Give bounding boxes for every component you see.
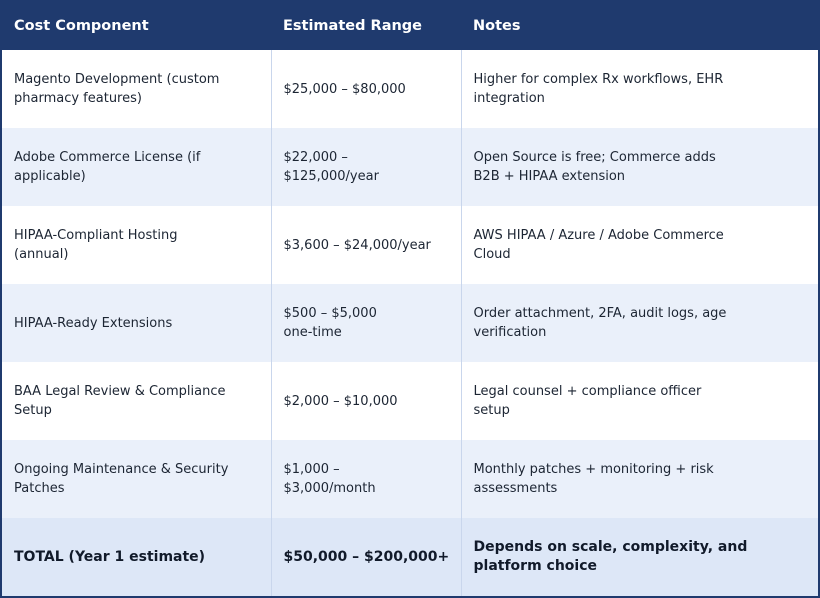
total-notes-text: Depends on scale, complexity, and platform choice xyxy=(473,539,748,574)
cell-notes xyxy=(461,284,818,362)
cell-notes xyxy=(461,50,818,128)
cell-notes xyxy=(461,362,818,440)
notes-text: Higher for complex Rx workflows, EHR integration xyxy=(473,72,724,106)
header-notes: Notes xyxy=(461,2,818,50)
range-text: $22,000 – $125,000/year xyxy=(283,150,379,184)
range-text: $3,600 – $24,000/year xyxy=(283,237,431,253)
range-text: $1,000 – $3,000/month xyxy=(283,462,376,496)
total-component-cell xyxy=(2,518,271,596)
component-text: Ongoing Maintenance & Security Patches xyxy=(14,462,229,496)
total-range-text: $50,000 – $200,000+ xyxy=(283,548,450,565)
total-row xyxy=(2,518,818,596)
cell-component xyxy=(2,128,271,206)
table-row xyxy=(2,284,818,362)
cell-component xyxy=(2,362,271,440)
total-component-text: TOTAL (Year 1 estimate) xyxy=(14,548,206,565)
table-row xyxy=(2,128,818,206)
range-text: $25,000 – $80,000 xyxy=(283,81,406,97)
notes-text: Monthly patches + monitoring + risk assessments xyxy=(473,462,714,496)
table-body xyxy=(2,50,818,596)
component-text: Adobe Commerce License (if applicable) xyxy=(14,150,201,184)
notes-text: Open Source is free; Commerce adds B2B + HIPAA extension xyxy=(473,150,716,184)
notes-text: Legal counsel + compliance officer setup xyxy=(473,384,702,418)
total-notes-cell xyxy=(461,518,818,596)
table-row xyxy=(2,362,818,440)
table-row xyxy=(2,440,818,518)
cell-range xyxy=(271,206,461,284)
notes-text: AWS HIPAA / Azure / Adobe Commerce Cloud xyxy=(473,228,724,262)
table-row xyxy=(2,206,818,284)
table-row xyxy=(2,50,818,128)
range-text: $500 – $5,000 one-time xyxy=(283,306,377,340)
cell-component xyxy=(2,440,271,518)
cell-range xyxy=(271,128,461,206)
component-text: Magento Development (custom pharmacy features) xyxy=(14,72,220,106)
component-text: HIPAA-Ready Extensions xyxy=(14,315,173,331)
cell-range xyxy=(271,440,461,518)
header-row xyxy=(2,2,818,50)
cell-range xyxy=(271,284,461,362)
table-header xyxy=(2,2,818,50)
component-text: HIPAA-Compliant Hosting (annual) xyxy=(14,228,178,262)
cell-notes xyxy=(461,128,818,206)
notes-text: Order attachment, 2FA, audit logs, age verification xyxy=(473,306,727,340)
total-range-cell xyxy=(271,518,461,596)
header-cost-component: Cost Component xyxy=(2,2,271,50)
range-text: $2,000 – $10,000 xyxy=(283,393,398,409)
cell-range xyxy=(271,50,461,128)
cell-component xyxy=(2,284,271,362)
header-estimated-range: Estimated Range xyxy=(271,2,461,50)
cell-range xyxy=(271,362,461,440)
cell-component xyxy=(2,50,271,128)
cell-notes xyxy=(461,206,818,284)
cost-table xyxy=(2,2,818,596)
cell-component xyxy=(2,206,271,284)
component-text: BAA Legal Review & Compliance Setup xyxy=(14,384,226,418)
cell-notes xyxy=(461,440,818,518)
